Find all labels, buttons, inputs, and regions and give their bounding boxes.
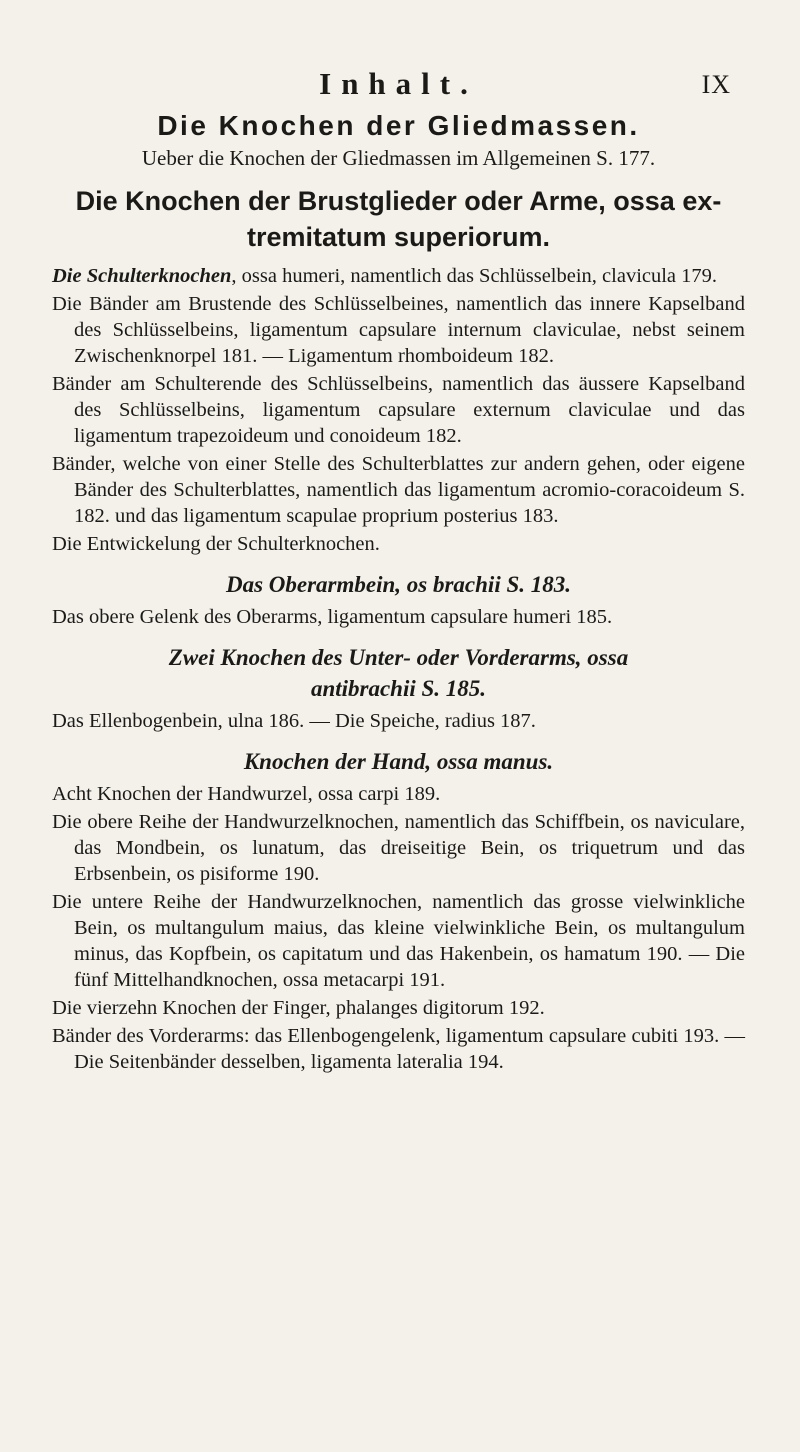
heading-line-1: Zwei Knochen des Unter- oder Vorderarms, ossa bbox=[168, 645, 629, 670]
toc-entry: Die Bänder am Brustende des Schlüsselbeines, namentlich das innere Kapselband des Schlüsselbeins, ligamentum capsulare internum claviculae, nebst seinem Zwischenknorpel 181. — Ligamentum rhomboideum 182. bbox=[52, 293, 745, 367]
heading-line-2: tremitatum superiorum. bbox=[246, 222, 551, 252]
toc-entry: Acht Knochen der Handwurzel, ossa carpi 189. bbox=[52, 783, 441, 805]
section-heading-gliedmassen: Die Knochen der Gliedmassen. bbox=[157, 110, 640, 141]
toc-entry: Bänder des Vorderarms: das Ellenbogengelenk, ligamentum capsulare cubiti 193. — Die Seitenbänder desselben, ligamenta lateralia 194. bbox=[52, 1025, 745, 1073]
heading-line-2: antibrachii S. 185. bbox=[310, 676, 487, 701]
entry-text: , ossa humeri, namentlich das Schlüsselbein, clavicula 179. bbox=[231, 265, 718, 287]
entry-lead: Die Schulterknochen bbox=[52, 265, 232, 287]
page-number: IX bbox=[701, 70, 731, 99]
toc-entry: Das Ellenbogenbein, ulna 186. — Die Speiche, radius 187. bbox=[52, 710, 536, 732]
toc-entry: Bänder, welche von einer Stelle des Schulterblattes zur andern gehen, oder eigene Bänder des Schulterblattes, namentlich das ligamentum acromio-coracoideum S. 182. und das ligamentum scapulae proprium posterius 183. bbox=[52, 453, 745, 527]
toc-entry bbox=[52, 263, 745, 289]
page-header bbox=[52, 66, 745, 100]
toc-entry: Die obere Reihe der Handwurzelknochen, namentlich das Schiffbein, os naviculare, das Mondbein, os lunatum, das dreiseitige Bein, os triquetrum und das Erbsenbein, os pisiforme 190. bbox=[52, 811, 745, 885]
heading-line-1: Die Knochen der Brustglieder oder Arme, ossa ex- bbox=[75, 186, 722, 216]
header-title: Inhalt. bbox=[319, 66, 478, 101]
section-heading-hand: Knochen der Hand, ossa manus. bbox=[243, 749, 554, 774]
toc-entry: Die vierzehn Knochen der Finger, phalanges digitorum 192. bbox=[52, 997, 545, 1019]
section-heading-vorderarm bbox=[52, 642, 745, 704]
section-heading-oberarmbein: Das Oberarmbein, os brachii S. 183. bbox=[225, 572, 572, 597]
toc-entry: Die Entwickelung der Schulterknochen. bbox=[52, 533, 380, 555]
section-heading-brustglieder bbox=[52, 183, 745, 255]
toc-entry: Die untere Reihe der Handwurzelknochen, namentlich das grosse vielwinkliche Bein, os multangulum maius, das kleine vielwinkliche Bein, os multangulum minus, das Kopfbein, os capitatum und das Hakenbein, os hamatum 190. — Die fünf Mittelhandknochen, ossa metacarpi 191. bbox=[52, 891, 745, 991]
toc-entry: Bänder am Schulterende des Schlüsselbeins, namentlich das äussere Kapselband des Schlüsselbeins, ligamentum capsulare externum claviculae und das ligamentum trapezoideum und conoideum 182. bbox=[52, 373, 745, 447]
general-entry: Ueber die Knochen der Gliedmassen im Allgemeinen S. 177. bbox=[141, 146, 656, 170]
toc-entry: Das obere Gelenk des Oberarms, ligamentum capsulare humeri 185. bbox=[52, 606, 613, 628]
